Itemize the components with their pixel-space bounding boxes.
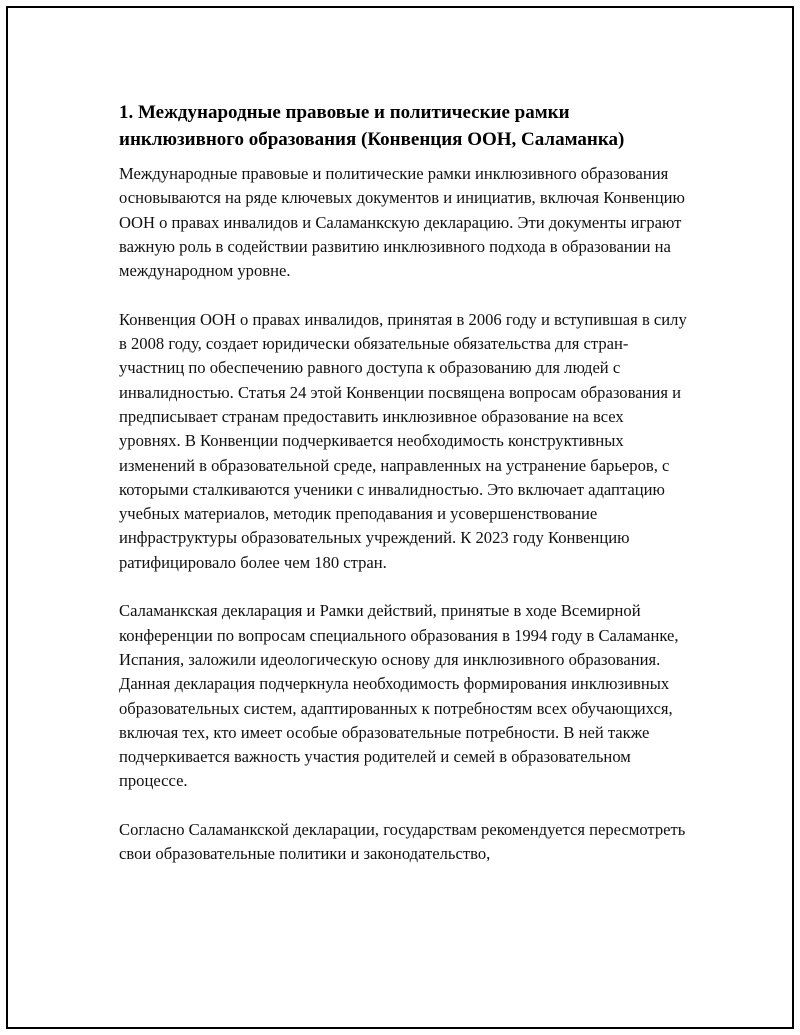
paragraph-recommendations: Согласно Саламанкской декларации, государствам рекомендуется пересмотреть свои образовательные политики и законодательство,: [119, 820, 686, 864]
page-frame: [6, 6, 794, 1029]
paragraph-intro: Международные правовые и политические рамки инклюзивного образования основываются на ряде ключевых документов и инициатив, включая Конвенцию ООН о правах инвалидов и Саламанкскую декларацию. Эти документы играют важную роль в содействии развитию инклюзивного подхода в образовании на международном уровне.: [119, 164, 685, 281]
section-heading: 1. Международные правовые и политические рамки инклюзивного образования (Конвенция ООН, Саламанка): [119, 102, 625, 150]
paragraph-salamanca: Саламанкская декларация и Рамки действий, принятые в ходе Всемирной конференции по вопросам специального образования в 1994 году в Саламанке, Испания, заложили идеологическую основу для инклюзивного образования. Данная декларация подчеркнула необходимость формирования инклюзивных образовательных систем, адаптированных к потребностям всех обучающихся, включая тех, кто имеет особые образовательные потребности. В ней также подчеркивается важность участия родителей и семей в образовательном процессе.: [119, 601, 679, 791]
document-body: [119, 99, 689, 891]
paragraph-un-convention: Конвенция ООН о правах инвалидов, принятая в 2006 году и вступившая в силу в 2008 году, создает юридически обязательные обязательства для стран-участниц по обеспечению равного доступа к образованию для людей с инвалидностью. Статья 24 этой Конвенции посвящена вопросам образования и предписывает странам предоставить инклюзивное образование на всех уровнях. В Конвенции подчеркивается необходимость конструктивных изменений в образовательной среде, направленных на устранение барьеров, с которыми сталкиваются ученики с инвалидностью. Это включает адаптацию учебных материалов, методик преподавания и усовершенствование инфраструктуры образовательных учреждений. К 2023 году Конвенцию ратифицировало более чем 180 стран.: [119, 309, 687, 572]
